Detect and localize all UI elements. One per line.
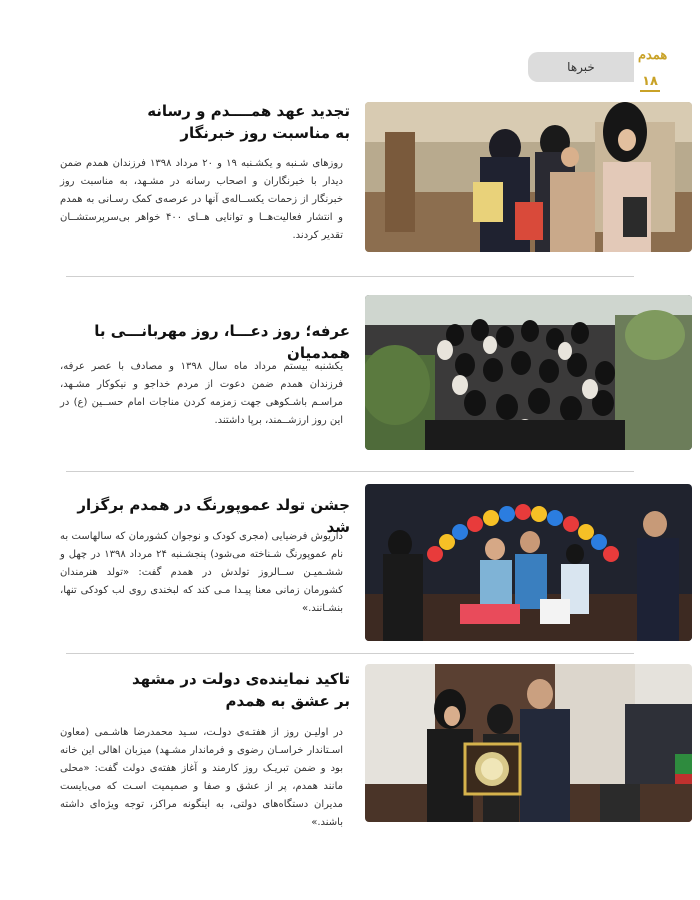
article-photo	[365, 664, 692, 822]
article-divider	[66, 653, 634, 654]
article-divider	[66, 276, 634, 277]
photo-journalist-gift-meeting	[365, 102, 692, 252]
article-divider	[66, 471, 634, 472]
news-article-arafah-prayer	[60, 290, 635, 460]
section-tab-label: خبرها	[567, 60, 595, 74]
page-number-rule	[640, 90, 660, 92]
page-number: ۱۸	[642, 74, 658, 89]
article-body: داریوش فرضیایی (مجری کودک و نوجوان کشورمان که سالهاست به نام عموپورنگ شـناخته می‌شود) پنجشـنبه ۲۴ مرداد ۱۳۹۸ در چهل و ششـمیـن ســالروز تولدش در همدم گفت: «تولد هنرمندان کشورمان زمانی معنا پیـدا مـی کند که لبخندی روی لب کودکی تنها، بنشـانند.»	[60, 531, 344, 614]
article-body: روزهای شـنبه و یکشـنبه ۱۹ و ۲۰ مرداد ۱۳۹۸ فرزندان همدم ضمن دیدار با خبرنگاران و اصحاب رسانه در مشـهد، به مناسبت روز خبرنگار از زحمات یکســاله‌ی آنها در عرصه‌ی کمک رسـانی به همدم و انتشار فعالیت‌هــا و توانایی هــای ۴۰۰ خواهر بی‌سرپرستشــان تقدیر کردند.	[60, 158, 344, 241]
article-headline-line1: جشن تولد عموپورنگ در همدم برگزار شد	[77, 496, 350, 536]
news-article-government-representative	[60, 664, 635, 834]
section-tab	[528, 52, 634, 82]
article-headline-line1: عرفه؛ روز دعـــا، روز مهربانـــی با همدمیان	[94, 322, 350, 362]
article-headline	[60, 668, 350, 712]
article-body: یکشنبه بیستم مرداد ماه سال ۱۳۹۸ و مصادف با عصر عرفه، فرزندان همدم ضمن دعوت از مردم خداجو و نیکوکار مشـهد، مراسـم باشـکوهی جهت زمزمه کردن مناجات امام حســین (ع) در این روز ارزشــمند، برپا داشتند.	[60, 361, 343, 426]
article-headline-line2: بر عشق به همدم	[225, 692, 350, 710]
article-photo	[365, 295, 692, 450]
article-headline-line2: به مناسبت روز خبرنگار	[180, 124, 350, 142]
news-article-amoo-pourang-birthday	[60, 484, 635, 644]
photo-plaque-presentation	[365, 664, 692, 822]
article-headline-line1: تاکید نماینده‌ی دولت در مشهد	[132, 670, 350, 688]
article-photo	[365, 484, 692, 641]
article-headline	[60, 100, 350, 144]
news-article-journalist-day	[60, 100, 635, 260]
photo-birthday-celebration	[365, 484, 692, 641]
magazine-logo: همدم	[638, 48, 668, 63]
article-photo	[365, 102, 692, 252]
article-body: در اولیـن روز از هفتـه‌ی دولـت، سـید محمدرضا هاشـمی (معاون اسـتاندار خراسـان رضوی و فرماندار مشـهد) میزبان اهالی این خانه بود و ضمن تبریـک روز کارمند و آغاز هفته‌ی دولت گفت: «محلی مانند همدم، پر از عشق و صفا و صمیمیت اسـت که می‌بایست مدیران دستگاه‌های دولتی، به اینگونه مراکز، توجه ویژه‌ای داشته باشند.»	[60, 727, 343, 828]
article-headline-line1: تجدید عهد همــــدم و رسانه	[147, 102, 350, 120]
photo-arafah-gathering	[365, 295, 692, 450]
